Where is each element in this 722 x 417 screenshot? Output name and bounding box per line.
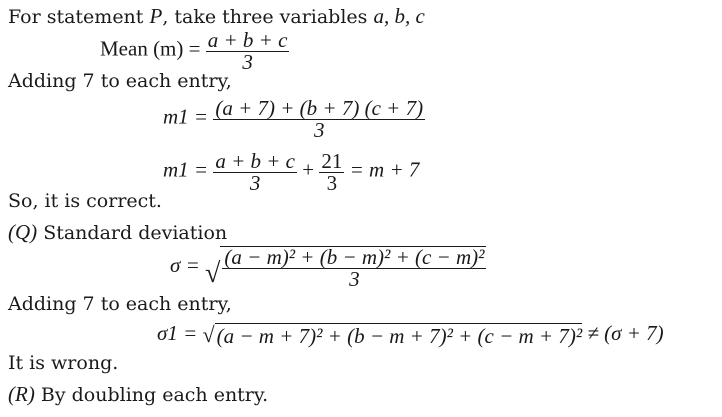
m1-equation-1 (163, 96, 425, 142)
r-label: (R) (8, 382, 35, 406)
q-text: Standard deviation (43, 222, 228, 244)
adding-seven-line-1: Adding 7 to each entry, (8, 70, 232, 92)
fraction-denominator: 3 (326, 171, 338, 195)
sigma1-label: σ1 = (157, 321, 198, 345)
plus-sign: + (302, 157, 315, 182)
mean-equation (100, 28, 289, 74)
adding-seven-line-2: Adding 7 to each entry, (8, 293, 232, 315)
m1-equation-2 (163, 149, 420, 195)
intro-text: For statement (8, 6, 144, 28)
sigma-numerator: (a − m)² + (b − m)² + (c − m)² (224, 245, 485, 269)
sqrt-sign: √ $\frac{\text{(a − m)² + (b − m)² + (c − m)²}}{3}$ (205, 245, 485, 291)
sigma1-radicand: (a − m + 7)² + (b − m + 7)² + (c − m + 7)² (216, 324, 583, 349)
intro-rest: , take three variables (162, 6, 368, 28)
conclusion-wrong: It is wrong. (8, 352, 119, 374)
variables-list: a, b, c (373, 4, 425, 28)
sqrt-sign: √ (a − m + 7)² + (b − m + 7)² + (c − m + 7)² (202, 322, 583, 349)
sigma-fraction (222, 245, 486, 291)
m1-result: = m + 7 (349, 157, 420, 182)
fraction-numerator: 21 (321, 149, 343, 173)
m1-fraction-a (213, 149, 297, 195)
m1-label: m1 = (163, 104, 209, 129)
fraction-numerator: a + b + c (215, 149, 296, 173)
conclusion-correct: So, it is correct. (8, 190, 162, 212)
sigma-label: σ = (170, 252, 200, 277)
sigma-equation (170, 245, 486, 291)
sigma1-result: ≠ (σ + 7) (587, 321, 664, 345)
mean-denominator: 3 (242, 50, 253, 74)
statement-p-intro (8, 4, 425, 29)
statement-r-heading (8, 382, 268, 407)
m1-label: m1 = (163, 157, 209, 182)
m1-fraction-b (319, 149, 344, 195)
mean-label: Mean (m) = (100, 36, 201, 61)
m1-denominator: 3 (313, 118, 325, 142)
sigma1-equation (157, 321, 664, 349)
mean-numerator: a + b + c (207, 28, 288, 52)
m1-numerator: (a + 7) + (b + 7) (c + 7) (215, 96, 424, 120)
statement-p-symbol: P (149, 4, 163, 28)
m1-fraction (213, 96, 425, 142)
sigma-denominator: 3 (349, 267, 360, 291)
r-text: By doubling each entry. (40, 384, 269, 406)
fraction-denominator: 3 (249, 171, 261, 195)
mean-fraction (206, 28, 290, 74)
statement-q-heading (8, 220, 227, 245)
q-label: (Q) (8, 220, 38, 244)
